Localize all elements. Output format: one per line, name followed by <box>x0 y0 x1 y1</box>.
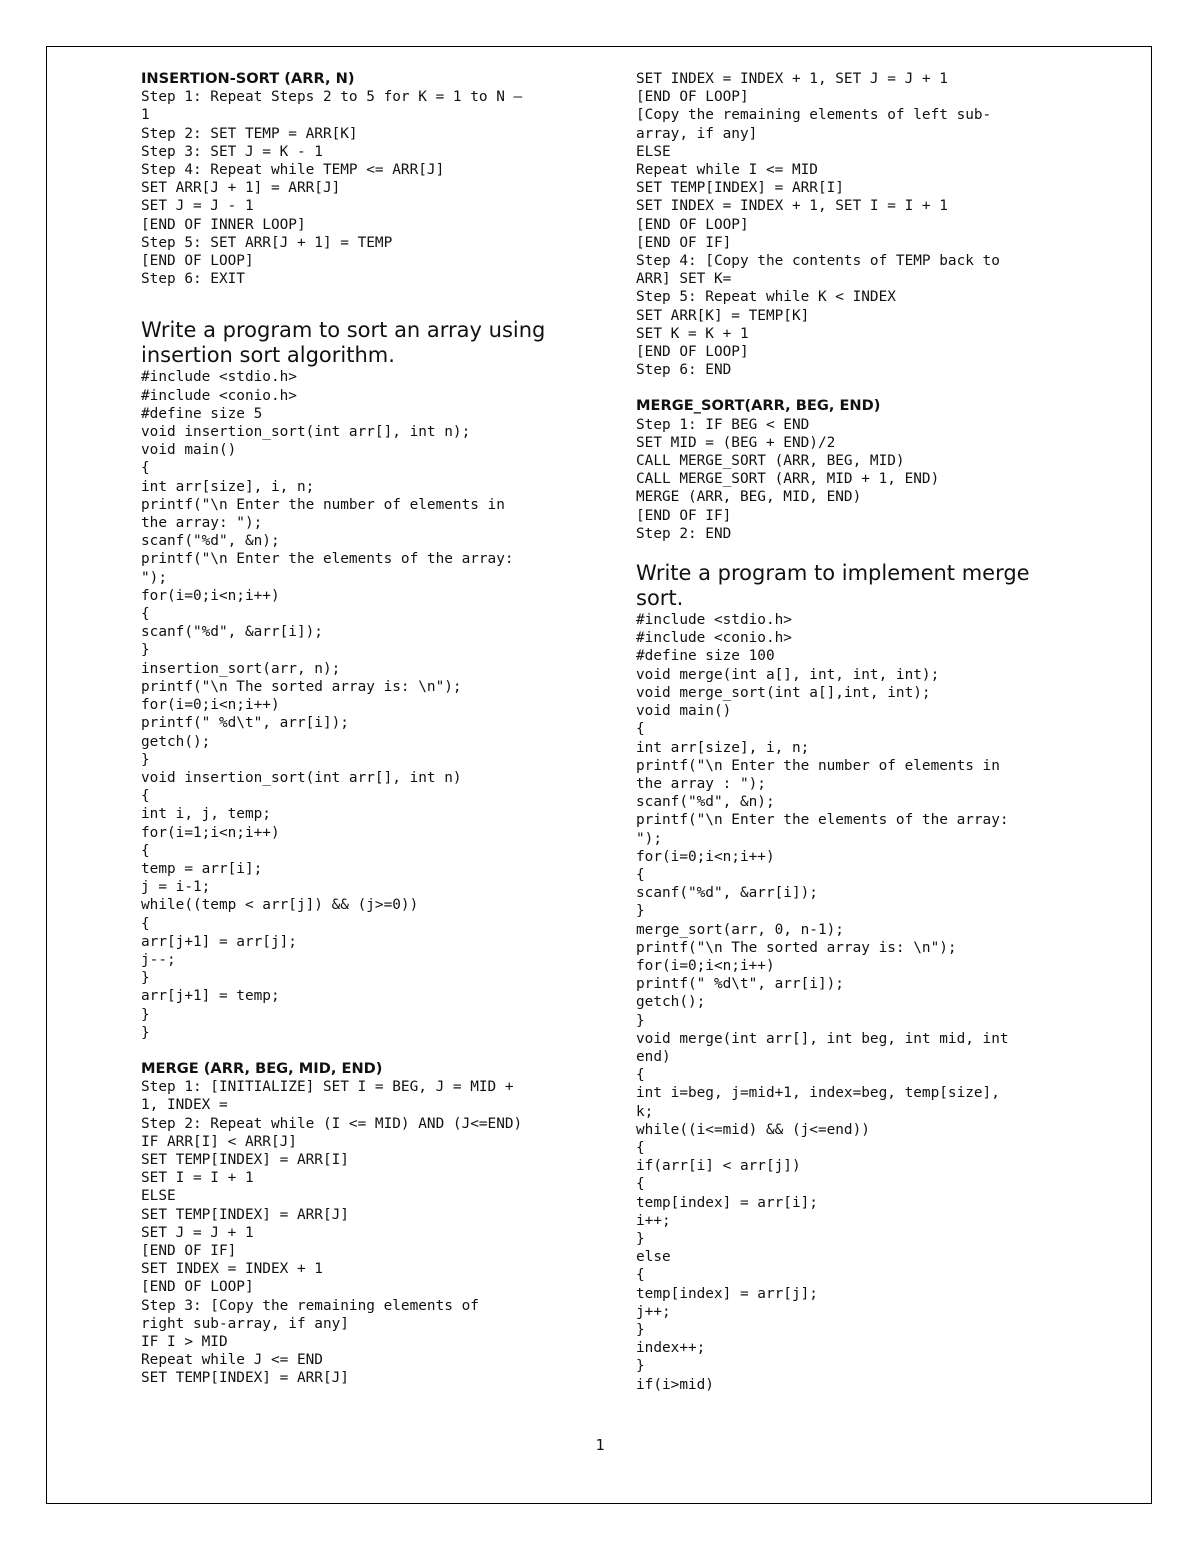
text-line: Step 1: [INITIALIZE] SET I = BEG, J = MID + <box>141 1079 514 1096</box>
text-line: for(i=1;i<n;i++) <box>141 824 280 841</box>
text-line: scanf("%d", &n); <box>636 794 775 811</box>
text-line: SET TEMP[INDEX] = ARR[J] <box>141 1370 349 1387</box>
text-line: SET J = J + 1 <box>141 1224 254 1241</box>
text-line: if(arr[i] < arr[j]) <box>636 1158 801 1175</box>
text-line: Step 5: Repeat while K < INDEX <box>636 289 896 306</box>
text-line: i++; <box>636 1212 671 1229</box>
text-line: "); <box>636 830 662 847</box>
text-line: { <box>636 1267 645 1284</box>
text-line: temp = arr[i]; <box>141 860 263 877</box>
merge-sort-program-code <box>636 611 1076 1394</box>
merge-sort-program-title: Write a program to implement merge sort. <box>636 561 1030 611</box>
text-line: { <box>636 1067 645 1084</box>
text-line: Step 4: [Copy the contents of TEMP back to <box>636 253 1000 270</box>
text-line: void main() <box>636 703 732 720</box>
text-line: for(i=0;i<n;i++) <box>636 957 775 974</box>
text-line: { <box>636 721 645 738</box>
text-line: } <box>141 751 150 768</box>
text-line: printf("\n The sorted array is: \n"); <box>141 678 462 695</box>
insertion-sort-algorithm-steps <box>141 88 581 288</box>
insertion-sort-program-code <box>141 368 581 1042</box>
insertion-sort-algorithm-title: INSERTION-SORT (ARR, N) <box>141 70 355 87</box>
text-line: #include <stdio.h> <box>141 369 297 386</box>
text-line: j--; <box>141 951 176 968</box>
text-line: printf(" %d\t", arr[i]); <box>636 976 844 993</box>
text-line: SET INDEX = INDEX + 1, SET I = I + 1 <box>636 198 948 215</box>
text-line: arr[j+1] = arr[j]; <box>141 933 297 950</box>
text-line: void main() <box>141 442 237 459</box>
text-line: [END OF LOOP] <box>141 253 254 270</box>
text-line: the array : "); <box>636 775 766 792</box>
text-line: the array: "); <box>141 515 263 532</box>
text-line: k; <box>636 1103 654 1120</box>
text-line: void merge_sort(int a[],int, int); <box>636 684 931 701</box>
text-line: #include <conio.h> <box>141 387 297 404</box>
text-line: } <box>636 903 645 920</box>
text-line: printf("\n Enter the elements of the array: <box>636 812 1009 829</box>
text-line: [END OF IF] <box>141 1242 237 1259</box>
text-line: right sub-array, if any] <box>141 1315 349 1332</box>
text-line: } <box>636 1012 645 1029</box>
text-line: SET TEMP[INDEX] = ARR[I] <box>141 1151 349 1168</box>
text-line: #define size 100 <box>636 648 775 665</box>
text-line: } <box>636 1322 645 1338</box>
merge-algorithm-steps-continued <box>636 70 1076 379</box>
text-line: Step 3: SET J = K - 1 <box>141 143 323 160</box>
text-line: arr[j+1] = temp; <box>141 988 280 1005</box>
right-column <box>636 70 1076 1394</box>
text-line: void insertion_sort(int arr[], int n); <box>141 424 471 441</box>
text-line: printf("\n Enter the number of elements in <box>636 757 1000 774</box>
text-line: Step 3: [Copy the remaining elements of <box>141 1297 479 1314</box>
text-line: { <box>636 1139 645 1156</box>
text-line: } <box>636 1358 645 1375</box>
text-line: Step 6: END <box>636 362 732 379</box>
text-line: [Copy the remaining elements of left sub- <box>636 107 992 124</box>
text-line: getch(); <box>141 733 211 750</box>
page-number: 1 <box>595 1436 605 1454</box>
text-line: Repeat while J <= END <box>141 1352 323 1369</box>
text-line: int i, j, temp; <box>141 806 271 823</box>
text-line: SET ARR[K] = TEMP[K] <box>636 307 810 324</box>
text-line: { <box>141 842 150 859</box>
text-line: int arr[size], i, n; <box>636 739 810 756</box>
text-line: end) <box>636 1048 671 1065</box>
text-line: temp[index] = arr[j]; <box>636 1285 818 1302</box>
text-line: SET MID = (BEG + END)/2 <box>636 434 836 451</box>
text-line: for(i=0;i<n;i++) <box>141 587 280 604</box>
text-line: while((temp < arr[j]) && (j>=0)) <box>141 897 419 914</box>
text-line: Step 1: Repeat Steps 2 to 5 for K = 1 to N – <box>141 89 523 106</box>
text-line: [END OF INNER LOOP] <box>141 216 306 233</box>
text-line: [END OF IF] <box>636 234 732 251</box>
text-line: #define size 5 <box>141 405 263 422</box>
text-line: #include <conio.h> <box>636 630 792 647</box>
text-line: SET J = J - 1 <box>141 198 254 215</box>
text-line: [END OF LOOP] <box>141 1279 254 1296</box>
text-line: index++; <box>636 1340 706 1357</box>
text-line: SET TEMP[INDEX] = ARR[J] <box>141 1206 349 1223</box>
text-line: printf(" %d\t", arr[i]); <box>141 715 349 732</box>
text-line: j = i-1; <box>141 879 211 896</box>
text-line: Step 5: SET ARR[J + 1] = TEMP <box>141 234 393 251</box>
text-line: SET K = K + 1 <box>636 325 749 342</box>
text-line: IF I > MID <box>141 1334 228 1350</box>
text-line: Step 2: SET TEMP = ARR[K] <box>141 125 358 142</box>
text-line: { <box>141 915 150 932</box>
text-line: for(i=0;i<n;i++) <box>141 697 280 714</box>
text-line: 1 <box>141 107 150 124</box>
text-line: Repeat while I <= MID <box>636 162 818 179</box>
text-line: j++; <box>636 1303 671 1320</box>
text-line: getch(); <box>636 994 706 1011</box>
text-line: ELSE <box>141 1188 176 1205</box>
text-line: else <box>636 1249 671 1266</box>
merge-algorithm-steps <box>141 1078 581 1387</box>
text-line: ARR] SET K= <box>636 271 732 288</box>
text-line: { <box>141 788 150 805</box>
text-line: printf("\n Enter the elements of the array: <box>141 551 514 568</box>
text-line: "); <box>141 569 167 586</box>
text-line: Step 6: EXIT <box>141 271 245 288</box>
text-line: } <box>141 1024 150 1041</box>
left-column <box>141 70 581 1388</box>
text-line: } <box>141 1006 150 1023</box>
text-line: } <box>141 642 150 659</box>
text-line: [END OF LOOP] <box>636 344 749 361</box>
text-line: [END OF IF] <box>636 507 732 524</box>
text-line: Step 2: END <box>636 525 732 542</box>
text-line: { <box>141 460 150 477</box>
merge-sort-algorithm-title: MERGE_SORT(ARR, BEG, END) <box>636 397 881 415</box>
text-line: SET I = I + 1 <box>141 1170 254 1187</box>
text-line: scanf("%d", &arr[i]); <box>141 624 323 641</box>
text-line: Step 4: Repeat while TEMP <= ARR[J] <box>141 162 445 179</box>
text-line: { <box>636 1176 645 1193</box>
text-line: merge_sort(arr, 0, n-1); <box>636 921 844 938</box>
text-line: insertion_sort(arr, n); <box>141 660 341 677</box>
text-line: printf("\n Enter the number of elements in <box>141 496 505 513</box>
text-line: int i=beg, j=mid+1, index=beg, temp[size], <box>636 1085 1000 1102</box>
text-line: { <box>141 606 150 623</box>
text-line: Step 1: IF BEG < END <box>636 416 810 433</box>
text-line: void merge(int a[], int, int, int); <box>636 666 940 683</box>
text-line: if(i>mid) <box>636 1376 714 1393</box>
text-line: int arr[size], i, n; <box>141 478 315 495</box>
text-line: array, if any] <box>636 125 758 142</box>
text-line: } <box>636 1230 645 1247</box>
text-line: void insertion_sort(int arr[], int n) <box>141 769 462 786</box>
text-line: temp[index] = arr[i]; <box>636 1194 818 1211</box>
merge-algorithm-title: MERGE (ARR, BEG, MID, END) <box>141 1059 383 1077</box>
text-line: { <box>636 866 645 883</box>
text-line: scanf("%d", &n); <box>141 533 280 550</box>
text-line: SET TEMP[INDEX] = ARR[I] <box>636 180 844 197</box>
text-line: [END OF LOOP] <box>636 89 749 106</box>
text-line: for(i=0;i<n;i++) <box>636 848 775 865</box>
text-line: SET INDEX = INDEX + 1 <box>141 1261 323 1278</box>
merge-sort-algorithm-steps <box>636 416 1076 543</box>
text-line: #include <stdio.h> <box>636 612 792 629</box>
text-line: } <box>141 970 150 987</box>
text-line: ELSE <box>636 143 671 160</box>
text-line: Step 2: Repeat while (I <= MID) AND (J<=END) <box>141 1115 523 1132</box>
text-line: CALL MERGE_SORT (ARR, BEG, MID) <box>636 453 905 470</box>
text-line: scanf("%d", &arr[i]); <box>636 885 818 902</box>
text-line: SET INDEX = INDEX + 1, SET J = J + 1 <box>636 71 948 87</box>
text-line: SET ARR[J + 1] = ARR[J] <box>141 180 341 197</box>
text-line: 1, INDEX = <box>141 1097 228 1114</box>
text-line: IF ARR[I] < ARR[J] <box>141 1133 297 1150</box>
text-line: CALL MERGE_SORT (ARR, MID + 1, END) <box>636 471 940 488</box>
text-line: MERGE (ARR, BEG, MID, END) <box>636 489 862 506</box>
text-line: printf("\n The sorted array is: \n"); <box>636 939 957 956</box>
insertion-sort-program-title: Write a program to sort an array using insertion sort algorithm. <box>141 318 546 368</box>
text-line: while((i<=mid) && (j<=end)) <box>636 1121 870 1138</box>
text-line: [END OF LOOP] <box>636 216 749 233</box>
text-line: void merge(int arr[], int beg, int mid, int <box>636 1030 1009 1047</box>
